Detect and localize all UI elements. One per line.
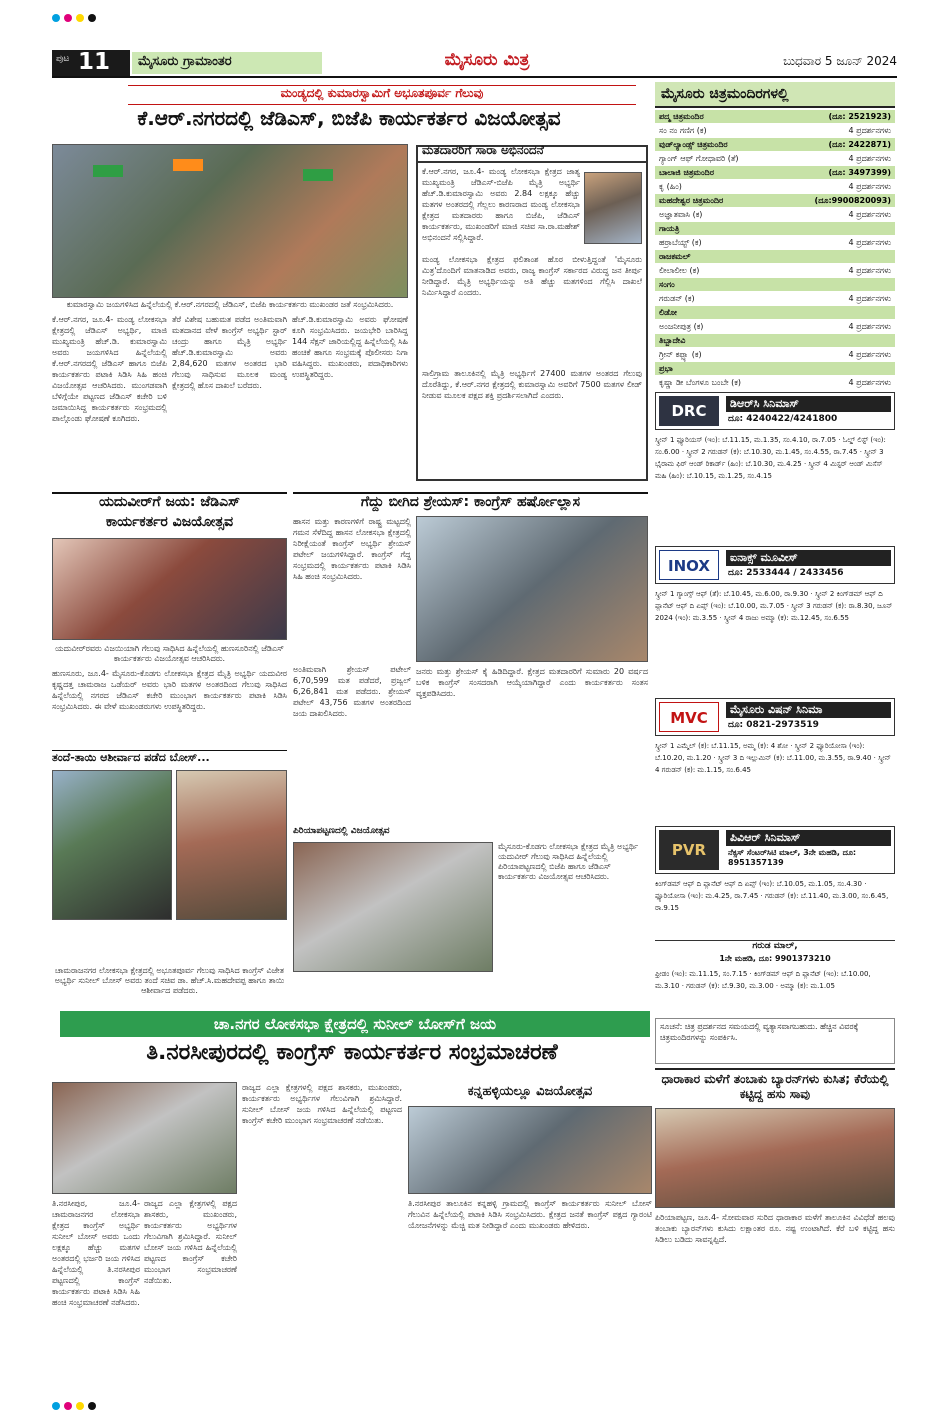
lead-body-col-2: ತೆರೆ ವಿಶೇಷ ಬಹುಮತ ಪಡೆದ ಅಂತಿಮವಾಗಿ ಮತದಾನದ ವೇಳೆ ಕಾಂಗ್ರೆಸ್ ಅಭ್ಯರ್ಥಿ ಸ್ಟಾರ್ ಚಂದ್ರು ಹಾಗೂ ಮೈತ್ರಿ ಅಭ್ಯರ್ಥಿ ಹೆಚ್.ಡಿ.ಕುಮಾರಸ್ವಾಮಿ ಅವರು 2,84,620 ಮತಗಳ ಅಂತರದ ಭಾರಿ ಗೆಲುವು ಸಾಧಿಸುವ ಮೂಲಕ ಮಂಡ್ಯ ಕ್ಷೇತ್ರದಲ್ಲಿ ಹೊಸ ದಾಖಲೆ ಬರೆದರು. (172, 315, 287, 390)
rain-photo (655, 1108, 895, 1208)
theatre-name: ಗಾಯತ್ರಿ (659, 224, 680, 233)
mvc-phone: ದೂ: 0821-2973519 (728, 720, 819, 730)
congress-headline: ಗೆದ್ದು ಬೀಗಿದ ಶ್ರೇಯಸ್: ಕಾಂಗ್ರೆಸ್ ಹರ್ಷೋಲ್ಲಾಸ (293, 492, 648, 512)
theatre-name: ಸಂಗಂ (659, 280, 675, 289)
flag-icon (303, 169, 333, 181)
congress-photo (416, 516, 648, 662)
movie-title: ಸಂ ನಂ ಗಣಿಗ (ಕ) (659, 126, 707, 135)
show-count: 4 ಪ್ರದರ್ಶನಗಳು (848, 378, 891, 387)
flag-icon (93, 165, 123, 177)
mvc-logo: MVC (659, 702, 719, 732)
show-count: 4 ಪ್ರದರ್ಶನಗಳು (848, 294, 891, 303)
show-count: 4 ಪ್ರದರ್ಶನಗಳು (848, 126, 891, 135)
drc-phone: ದೂ: 4240422/4241800 (728, 414, 838, 424)
masthead (52, 50, 897, 78)
pvr-banner (655, 826, 895, 874)
lead-kicker: ಮಂಡ್ಯದಲ್ಲಿ ಕುಮಾರಸ್ವಾಮಿಗೆ ಅಭೂತಪೂರ್ವ ಗೆಲುವು (128, 85, 636, 105)
page-number-tag (52, 50, 130, 76)
theatre-name: ಪದ್ಮ ಚಿತ್ರಮಂದಿರ (659, 112, 704, 121)
cinema-movie-row (655, 180, 895, 193)
pvr-logo: PVR (659, 830, 719, 870)
masthead-rule (52, 76, 897, 78)
voter-body-1: ಕೆ.ಆರ್.ನಗರ, ಜೂ.4- ಮಂಡ್ಯ ಲೋಕಸಭಾ ಕ್ಷೇತ್ರದ ಜಾತ್ಯ ಮುಖ್ಯಮಂತ್ರಿ ಜೆಡಿಎಸ್-ಬಿಜೆಪಿ ಮೈತ್ರಿ ಅಭ್ಯರ್ಥಿ ಹೆಚ್.ಡಿ.ಕುಮಾರಸ್ವಾಮಿ ಅವರು 2.84 ಲಕ್ಷಕ್ಕೂ ಹೆಚ್ಚು ಮತಗಳ ಅಂತರದಲ್ಲಿ ಗೆಲ್ಲಲು ಕಾರಣರಾದ ಮಂಡ್ಯ ಲೋಕಸಭಾ ಕ್ಷೇತ್ರದ ಮತದಾರರು ಹಾಗೂ ಬಿಜೆಪಿ, ಜೆಡಿಎಸ್ ಕಾರ್ಯಕರ್ತರು, ಮುಖಂಡರಿಗೆ ಮಾಜಿ ಸಚಿವ ಸಾ.ರಾ.ಮಹೇಶ್ ಅಭಿನಂದನೆ ಸಲ್ಲಿಸಿದ್ದಾರೆ. (422, 167, 580, 242)
yaduveer-body: ಹುಣಸೂರು, ಜೂ.4- ಮೈಸೂರು-ಕೊಡಗು ಲೋಕಸಭಾ ಕ್ಷೇತ್ರದ ಮೈತ್ರಿ ಅಭ್ಯರ್ಥಿ ಯದುವೀರ ಕೃಷ್ಣದತ್ತ ಚಾಮರಾಜ ಒಡೆಯರ್ ಅವರು ಭಾರಿ ಮತಗಳ ಅಂತರದಿಂದ ಗೆಲುವು ಸಾಧಿಸಿದ ಹಿನ್ನೆಲೆಯಲ್ಲಿ ನಗರದ ಜೆಡಿಎಸ್ ಕಚೇರಿ ಮುಂಭಾಗ ಕಾರ್ಯಕರ್ತರು ಪಟಾಕಿ ಸಿಡಿಸಿ ಸಂಭ್ರಮಿಸಿದರು. ಈ ವೇಳೆ ಮುಖಂಡರುಗಳು ಉಪಸ್ಥಿತರಿದ್ದರು. (52, 669, 287, 711)
cinema-movie-row (655, 376, 895, 389)
registration-mark-icon (88, 14, 96, 22)
mvc-name: ಮೈಸೂರು ವಿಷನ್ ಸಿನಿಮಾ (726, 702, 891, 718)
lead-body-col-3: ಹೆಚ್.ಡಿ.ಕುಮಾರಸ್ವಾಮಿ ಅವರು ಘೋಷಣೆ ಕೂಗಿ ಸಂಭ್ರಮಿಸಿದರು. ಜಯಭೇರಿ ಬಾರಿಸಿದ್ದ 144 ಸೆಕ್ಷನ್ ಜಾರಿಯಲ್ಲಿದ್ದ ಹಿನ್ನೆಲೆಯಲ್ಲಿ ಸಿಹಿ ಹಂಚಿಕೆ ಹಾಗೂ ಸಂಭ್ರಮಕ್ಕೆ ಪೊಲೀಸರು ನಿಗಾ ವಹಿಸಿದ್ದರು. ಮುಖಂಡರು, ಪದಾಧಿಕಾರಿಗಳು ಉಪಸ್ಥಿತರಿದ್ದರು. (292, 315, 408, 379)
movie-title: ಹರ್ರಾಬೆಯ್ಟ್ (ಕ) (659, 238, 702, 247)
show-count: 4 ಪ್ರದರ್ಶನಗಳು (848, 350, 891, 359)
registration-mark-icon (64, 1402, 72, 1410)
congress-body-col-2: ಅಂತಿಮವಾಗಿ ಶ್ರೇಯಸ್ ಪಟೇಲ್ 6,70,599 ಮತ ಪಡೆದರೆ, ಪ್ರಜ್ವಲ್ 6,26,841 ಮತ ಪಡೆದರು. ಶ್ರೇಯಸ್ ಪಟೇಲ್ 43,756 ಮತಗಳ ಅಂತರದಿಂದ ಜಯ ದಾಖಲಿಸಿದರು. (293, 665, 411, 718)
voter-thanks-rule (418, 161, 646, 163)
theatre-name: ಲಿಡೋ (659, 308, 677, 317)
portrait-photo (584, 172, 642, 244)
voter-body-2: ಮಂಡ್ಯ ಲೋಕಸಭಾ ಕ್ಷೇತ್ರದ ಫಲಿತಾಂಶ ಹೊರ ಬೀಳುತ್ತಿದ್ದಂತೆ 'ಮೈಸೂರು ಮಿತ್ರ'ದೊಂದಿಗೆ ಮಾತನಾಡಿದ ಅವರು, ರಾಜ್ಯ ಕಾಂಗ್ರೆಸ್ ಸರ್ಕಾರದ ವಿರುದ್ಧ ಜನ ತೀರ್ಪು ನೀಡಿದ್ದಾರೆ. ಮೈತ್ರಿ ಅಭ್ಯರ್ಥಿಯನ್ನು ಅತಿ ಹೆಚ್ಚು ಮತಗಳಿಂದ ಗೆಲ್ಲಿಸಿ ದಾಖಲೆ ನಿರ್ಮಿಸಿದ್ದಾರೆ ಎಂದರು. (422, 255, 642, 297)
chamarajanagar-banner: ಚಾ.ನಗರ ಲೋಕಸಭಾ ಕ್ಷೇತ್ರದಲ್ಲಿ ಸುನೀಲ್ ಬೋಸ್‌ಗೆ ಜಯ (60, 1011, 650, 1037)
theatre-phone: (ದೂ: 2422871) (828, 140, 891, 149)
inox-banner (655, 546, 895, 584)
cinema-movie-row (655, 152, 895, 165)
show-count: 4 ಪ್ರದರ್ಶನಗಳು (848, 154, 891, 163)
cinema-notice: ಸೂಚನೆ: ಚಿತ್ರ ಪ್ರದರ್ಶನದ ಸಮಯದಲ್ಲಿ ವ್ಯತ್ಯಾಸವಾಗಬಹುದು. ಹೆಚ್ಚಿನ ವಿವರಕ್ಕೆ ಚಿತ್ರಮಂದಿರಗಳನ್ನು ಸಂಪರ್ಕಿಸಿ. (655, 1018, 895, 1064)
lead-photo (52, 144, 408, 298)
registration-mark-icon (76, 1402, 84, 1410)
yaduveer-photo-caption: ಯದುವೀರ್‌ರವರು ವಿಜಯಿಯಾಗಿ ಗೆಲುವು ಸಾಧಿಸಿದ ಹಿನ್ನೆಲೆಯಲ್ಲಿ ಹುಣಸೂರಿನಲ್ಲಿ ಜೆಡಿಎಸ್ ಕಾರ್ಯಕರ್ತರು ವಿಜಯೋತ್ಸವ ಆಚರಿಸಿದರು. (55, 644, 284, 663)
movie-title: ಗ್ಯಾಂಗ್ ಆಫ್ ಗೋಧಾವರಿ (ತೆ) (659, 154, 739, 163)
narasipura-body-left: ತಿ.ನರಸೀಪುರ, ಜೂ.4- ಚಾಮರಾಜನಗರ ಲೋಕಸಭಾ ಕ್ಷೇತ್ರದ ಕಾಂಗ್ರೆಸ್ ಅಭ್ಯರ್ಥಿ ಸುನೀಲ್ ಬೋಸ್ ಅವರು ಒಂದು ಲಕ್ಷಕ್ಕೂ ಹೆಚ್ಚು ಮತಗಳ ಅಂತರದಲ್ಲಿ ಭರ್ಜರಿ ಜಯ ಗಳಿಸಿದ ಹಿನ್ನೆಲೆಯಲ್ಲಿ ತಿ.ನರಸೀಪುರ ಪಟ್ಟಣದಲ್ಲಿ ಕಾಂಗ್ರೆಸ್ ಕಾರ್ಯಕರ್ತರು ಪಟಾಕಿ ಸಿಡಿಸಿ ಸಿಹಿ ಹಂಚಿ ಸಂಭ್ರಮಾಚರಣೆ ನಡೆಸಿದರು. (52, 1199, 140, 1307)
narasipura-body-mid: ರಾಜ್ಯದ ಎಲ್ಲಾ ಕ್ಷೇತ್ರಗಳಲ್ಲಿ ಪಕ್ಷದ ಶಾಸಕರು, ಮುಖಂಡರು, ಕಾರ್ಯಕರ್ತರು ಅಭ್ಯರ್ಥಿಗಳ ಗೆಲುವಿಗಾಗಿ ಶ್ರಮಿಸಿದ್ದಾರೆ. ಸುನೀಲ್ ಬೋಸ್ ಜಯ ಗಳಿಸಿದ ಹಿನ್ನೆಲೆಯಲ್ಲಿ ಪಟ್ಟಣದ ಕಾಂಗ್ರೆಸ್ ಕಚೇರಿ ಮುಂಭಾಗ ಸಂಭ್ರಮಾಚರಣೆ ನಡೆಯಿತು. (242, 1083, 402, 1125)
page-number: 11 (78, 49, 111, 75)
rain-body: ಪಿರಿಯಾಪಟ್ಟಣ, ಜೂ.4- ಸೋಮವಾರ ಸುರಿದ ಧಾರಾಕಾರ ಮಳೆಗೆ ತಾಲೂಕಿನ ವಿವಿಧೆಡೆ ಹಲವು ತಂಬಾಕು ಬ್ಯಾರನ್‌ಗಳು ಕುಸಿದು ಲಕ್ಷಾಂತರ ರೂ. ನಷ್ಟ ಉಂಟಾಗಿದೆ. ಕೆರೆ ಬಳಿ ಕಟ್ಟಿದ್ದ ಹಸು ಸಿಡಿಲು ಬಡಿದು ಸಾವನ್ನಪ್ಪಿದೆ. (655, 1213, 895, 1244)
garuda-phone: 1ನೇ ಮಹಡಿ, ದೂ: 9901373210 (719, 954, 831, 963)
registration-mark-icon (64, 14, 72, 22)
periyapatna-caption-title: ಪಿರಿಯಾಪಟ್ಟಣದಲ್ಲಿ ವಿಜಯೋತ್ಸವ (293, 826, 390, 836)
cinema-movie-row (655, 292, 895, 305)
drc-banner (655, 392, 895, 430)
narasipura-body-left-2: ರಾಜ್ಯದ ಎಲ್ಲಾ ಕ್ಷೇತ್ರಗಳಲ್ಲಿ ಪಕ್ಷದ ಶಾಸಕರು, ಮುಖಂಡರು, ಕಾರ್ಯಕರ್ತರು ಅಭ್ಯರ್ಥಿಗಳ ಗೆಲುವಿಗಾಗಿ ಶ್ರಮಿಸಿದ್ದಾರೆ. ಸುನೀಲ್ ಬೋಸ್ ಜಯ ಗಳಿಸಿದ ಹಿನ್ನೆಲೆಯಲ್ಲಿ ಪಟ್ಟಣದ ಕಾಂಗ್ರೆಸ್ ಕಚೇರಿ ಮುಂಭಾಗ ಸಂಭ್ರಮಾಚರಣೆ ನಡೆಯಿತು. (144, 1199, 237, 1285)
movie-title: ಗರುಡನ್ (ಕ) (659, 294, 695, 303)
mvc-listing: ಸ್ಕ್ರೀನ್ 1 ಎಮ್ಮೆಲ್ (ಕ): ಬೆ.11.15, ಅಮ್ಮ (ಕ): 4 ಶೋ · ಸ್ಕ್ರೀನ್ 2 ಫ್ಯೂರಿಯೋಸಾ (ಇಂ): ಬೆ.10.20, ಮ.1.20 · ಸ್ಕ್ರೀನ್ 3 ದಿ ಇಲ್ಲುಮಿನ್ (ಕ): ಬೆ.11.00, ಮ.3.55, ರಾ.9.40 · ಸ್ಕ್ರೀನ್ 4 ಗರುಡನ್ (ಕ): ಮ.1.15, ಸಂ.6.45 (655, 742, 891, 774)
cinema-theatre-row (655, 166, 895, 179)
lead-photo-caption: ಕುಮಾರಸ್ವಾಮಿ ಜಯಗಳಿಸಿದ ಹಿನ್ನೆಲೆಯಲ್ಲಿ ಕೆ.ಆರ್.ನಗರದಲ್ಲಿ ಜೆಡಿಎಸ್, ಬಿಜೆಪಿ ಕಾರ್ಯಕರ್ತರು ಮುಖಂಡರ ಜತೆ ಸಂಭ್ರಮಿಸಿದರು. (66, 300, 394, 309)
inox-listing: ಸ್ಕ್ರೀನ್ 1 ಗ್ಯಾಂಗ್ಸ್ ಆಫ್ (ತೆ): ಬೆ.10.45, ಮ.6.00, ರಾ.9.30 · ಸ್ಕ್ರೀನ್ 2 ಕಿಂಗ್‌ಡಮ್ ಆಫ್ ದಿ ಪ್ಲಾನೆಟ್ ಆಫ್ ದಿ ಏಪ್ಸ್ (ಇಂ): ಬೆ.10.00, ಮ.7.05 · ಸ್ಕ್ರೀನ್ 3 ಗರುಡನ್ (ಕ): ರಾ.8.30, ಜೂನ್ 2024 (ಇಂ): ಮ.3.55 · ಸ್ಕ್ರೀನ್ 4 ರಾಜು ಅಮ್ಮಾ (ಕ): ಮ.12.45, ಸಂ.6.55 (655, 590, 893, 622)
theatre-name: ರಾಜಕಮಲ್ (659, 252, 691, 261)
movie-title: ಗ್ರೀನ್ ಕಪ್ಪ್ಯಾ (ಕ) (659, 350, 702, 359)
movie-title: ಕೃಷ್ಣಾ ಡೀ ಬೆಂಗಳೂ ಬಂಬೇ (ಕ) (659, 378, 741, 387)
movie-title: ಅಂಜನೀಪುತ್ರ (ಕ) (659, 322, 704, 331)
kannahalli-body: ತಿ.ನರಸೀಪುರ ತಾಲೂಕಿನ ಕನ್ನಹಳ್ಳಿ ಗ್ರಾಮದಲ್ಲಿ ಕಾಂಗ್ರೆಸ್ ಕಾರ್ಯಕರ್ತರು ಸುನೀಲ್ ಬೋಸ್ ಗೆಲುವಿನ ಹಿನ್ನೆಲೆಯಲ್ಲಿ ಪಟಾಕಿ ಸಿಡಿಸಿ ಸಂಭ್ರಮಿಸಿದರು. ಕ್ಷೇತ್ರದ ಜನತೆ ಕಾಂಗ್ರೆಸ್ ಪಕ್ಷದ ಗ್ಯಾರಂಟಿ ಯೋಜನೆಗಳನ್ನು ಮೆಚ್ಚಿ ಮತ ನೀಡಿದ್ದಾರೆ ಎಂದು ಮುಖಂಡರು ಹೇಳಿದರು. (408, 1199, 652, 1230)
cinema-theatre-row (655, 138, 895, 151)
cinema-theatre-row (655, 334, 895, 347)
theatre-name: ವುಡ್‌ಲ್ಯಾಂಡ್ಸ್ ಚಿತ್ರಮಂದಿರ (659, 140, 728, 149)
cinema-movie-row (655, 320, 895, 333)
inox-phone: ದೂ: 2533444 / 2433456 (728, 568, 844, 578)
yaduveer-headline-2: ಕಾರ್ಯಕರ್ತರ ವಿಜಯೋತ್ಸವ (105, 514, 234, 530)
yaduveer-headline-1: ಯದುವೀರ್‌ಗೆ ಜಯ: ಜೆಡಿಎಸ್ (52, 492, 287, 512)
cinema-theatre-row (655, 306, 895, 319)
congress-body-col-3: ಜನರು ಮತ್ತು ಶ್ರೇಯಸ್ ಕೈ ಹಿಡಿದಿದ್ದಾರೆ. ಕ್ಷೇತ್ರದ ಮತದಾರರಿಗೆ ಸುಮಾರು 20 ವರ್ಷದ ಬಳಿಕ ಕಾಂಗ್ರೆಸ್ ಸಂಸದರಾಗಿ ಆಯ್ಕೆಯಾಗಿದ್ದಾರೆ ಎಂದು ಕಾರ್ಯಕರ್ತರು ಸಂತಸ ವ್ಯಕ್ತಪಡಿಸಿದರು. (416, 667, 648, 698)
cinema-movie-row (655, 264, 895, 277)
show-count: 4 ಪ್ರದರ್ಶನಗಳು (848, 210, 891, 219)
theatre-name: ಬಾಲಾಜಿ ಚಿತ್ರಮಂದಿರ (659, 168, 714, 177)
cinema-movie-row (655, 236, 895, 249)
pvr-listing: ಕಿಂಗ್‌ಡಮ್ ಆಫ್ ದಿ ಪ್ಲಾನೆಟ್ ಆಫ್ ದಿ ಏಪ್ಸ್ (ಇಂ): ಬೆ.10.05, ಮ.1.05, ಸಂ.4.30 · ಫ್ಯೂರಿಯೋಸಾ (ಇಂ): ಮ.4.25, ರಾ.7.45 · ಗರುಡನ್ (ಕ): ಬೆ.11.40, ಮ.3.00, ಸಂ.6.45, ರಾ.9.15 (655, 880, 889, 912)
drc-logo: DRC (659, 396, 719, 426)
cinema-movie-row (655, 348, 895, 361)
theatre-name: ಪ್ರಭಾ (659, 364, 673, 373)
registration-mark-icon (52, 14, 60, 22)
registration-mark-icon (76, 14, 84, 22)
parents-photo-right (176, 770, 287, 920)
inox-logo: INOX (659, 550, 719, 580)
movie-title: ಕೃ (ಹಿಂ) (659, 182, 682, 191)
flag-icon (173, 159, 203, 171)
voter-thanks-title: ಮತದಾರರಿಗೆ ಸಾರಾ ಅಭಿನಂದನೆ (422, 143, 544, 157)
parents-box-title: ತಂದೆ-ತಾಯಿ ಆಶೀರ್ವಾದ ಪಡೆದ ಬೋಸ್... (52, 750, 287, 768)
voter-body-3: ಸಾಲಿಗ್ರಾಮ ತಾಲೂಕಿನಲ್ಲಿ ಮೈತ್ರಿ ಅಭ್ಯರ್ಥಿಗೆ 27400 ಮತಗಳ ಅಂತರದ ಗೆಲುವು ದೊರೆತಿದ್ದು, ಕೆ.ಆರ್.ನಗರ ಕ್ಷೇತ್ರದಲ್ಲಿ ಕುಮಾರಸ್ವಾಮಿ ಅವರಿಗೆ 7500 ಮತಗಳ ಲೀಡ್ ನೀಡುವ ಮೂಲಕ ಪಕ್ಷದ ಶಕ್ತಿ ಪ್ರದರ್ಶಿಸಲಾಗಿದೆ ಎಂದರು. (422, 369, 642, 400)
registration-mark-icon (88, 1402, 96, 1410)
garuda-listing: ಫ್ರೀಡಂ (ಇಂ): ಮ.11.15, ಸಂ.7.15 · ಕಿಂಗ್‌ಡಮ್ ಆಫ್ ದಿ ಪ್ಲಾನೆಟ್ (ಇಂ): ಬೆ.10.00, ಮ.3.10 · ಗರುಡನ್ (ಕ): ಬೆ.9.30, ಮ.3.00 · ಅಮ್ಮಾ (ಕ): ಮ.1.05 (655, 970, 871, 990)
cinema-theatre-row (655, 278, 895, 291)
edition-date: ಬುಧವಾರ 5 ಜೂನ್ 2024 (783, 54, 897, 68)
periyapatna-caption: ಮೈಸೂರು-ಕೊಡಗು ಲೋಕಸಭಾ ಕ್ಷೇತ್ರದ ಮೈತ್ರಿ ಅಭ್ಯರ್ಥಿ ಯದುವೀರ್ ಗೆಲುವು ಸಾಧಿಸಿದ ಹಿನ್ನೆಲೆಯಲ್ಲಿ ಪಿರಿಯಾಪಟ್ಟಣದಲ್ಲಿ ಬಿಜೆಪಿ ಹಾಗೂ ಜೆಡಿಎಸ್ ಕಾರ್ಯಕರ್ತರು ವಿಜಯೋತ್ಸವ ಆಚರಿಸಿದರು. (498, 842, 639, 881)
parents-photo-caption: ಚಾಮರಾಜನಗರ ಲೋಕಸಭಾ ಕ್ಷೇತ್ರದಲ್ಲಿ ಅಭೂತಪೂರ್ವ ಗೆಲುವು ಸಾಧಿಸಿದ ಕಾಂಗ್ರೆಸ್ ವಿಜೇತ ಅಭ್ಯರ್ಥಿ ಸುನೀಲ್ ಬೋಸ್ ಅವರು ತಂದೆ ಸಚಿವ ಡಾ. ಹೆಚ್.ಸಿ.ಮಹದೇವಪ್ಪ ಹಾಗೂ ತಾಯಿ ಆಶೀರ್ವಾದ ಪಡೆದರು. (54, 966, 285, 995)
newspaper-logo: ಮೈಸೂರು ಮಿತ್ರ (444, 50, 530, 70)
theatre-phone: (ದೂ: 3497399) (828, 168, 891, 177)
theatre-name: ತಿಬ್ಬಾದೇವಿ (659, 336, 686, 345)
show-count: 4 ಪ್ರದರ್ಶನಗಳು (848, 238, 891, 247)
congress-body-col-1: ಹಾಸನ ಮತ್ತು ಕಾರಣಗಳಿಗೆ ರಾಷ್ಟ್ರ ಮಟ್ಟದಲ್ಲಿ ಗಮನ ಸೆಳೆದಿದ್ದ ಹಾಸನ ಲೋಕಸಭಾ ಕ್ಷೇತ್ರದಲ್ಲಿ ನಿರೀಕ್ಷೆಯಂತೆ ಕಾಂಗ್ರೆಸ್ ಅಭ್ಯರ್ಥಿ ಶ್ರೇಯಸ್ ಪಟೇಲ್ ಜಯಗಳಿಸಿದ್ದಾರೆ. ಕಾಂಗ್ರೆಸ್ ಗೆದ್ದ ಸಂಭ್ರಮದಲ್ಲಿ ಕಾರ್ಯಕರ್ತರು ಪಟಾಕಿ ಸಿಡಿಸಿ ಸಿಹಿ ಹಂಚಿ ಸಂಭ್ರಮಿಸಿದರು. (293, 517, 411, 581)
section-name: ಮೈಸೂರು ಗ್ರಾಮಾಂತರ (132, 52, 322, 74)
yaduveer-photo (52, 538, 287, 640)
kannahalli-photo (408, 1106, 652, 1194)
show-count: 4 ಪ್ರದರ್ಶನಗಳು (848, 266, 891, 275)
drc-name: ಡಿಆರ್‌ಸಿ ಸಿನಿಮಾಸ್ (726, 396, 891, 412)
inox-name: ಐನಾಕ್ಸ್ ಮೂವೀಸ್ (726, 550, 891, 566)
rain-headline: ಧಾರಾಕಾರ ಮಳೆಗೆ ತಂಬಾಕು ಬ್ಯಾರನ್‌ಗಳು ಕುಸಿತ; ಕೆರೆಯಲ್ಲಿ ಕಟ್ಟಿದ್ದ ಹಸು ಸಾವು (655, 1068, 895, 1104)
cinema-theatre-row (655, 222, 895, 235)
cinema-theatre-row (655, 250, 895, 263)
show-count: 4 ಪ್ರದರ್ಶನಗಳು (848, 322, 891, 331)
garuda-name: ಗರುಡ ಮಾಲ್, (655, 940, 895, 954)
theatre-phone: (ದೂ:9900820093) (814, 196, 891, 205)
theatre-name: ಮಹದೇಶ್ವರ ಚಿತ್ರಮಂದಿರ (659, 196, 724, 205)
periyapatna-photo (293, 842, 493, 972)
cinema-theatre-row (655, 362, 895, 375)
drc-listing: ಸ್ಕ್ರೀನ್ 1 ಫ್ಯೂರಿಯಸ್ (ಇಂ): ಬೆ.11.15, ಮ.1.35, ಸಂ.4.10, ರಾ.7.05 · ಓಲ್ಡ್ ಲಿಸ್ಟ್ (ಇಂ): ಸಂ.6.00 · ಸ್ಕ್ರೀನ್ 2 ಗರುಡನ್ (ಕ): ಬೆ.10.30, ಮ.1.45, ಸಂ.4.55, ರಾ.7.45 · ಸ್ಕ್ರೀನ್ 3 ಭೈರಾಮ ಫಿರ್ ಆಂಡ್ ರಿಕಾರ್ಡ್ (ಹಿಂ): ಬೆ.10.30, ಮ.4.25 · ಸ್ಕ್ರೀನ್ 4 ಮಿಸ್ಟರ್ ಆಂಡ್ ಮಿಸೆಸ್ ಮಹಿ (ಹಿಂ): ಬೆ.10.15, ಮ.1.25, ಸಂ.4.15 (655, 436, 886, 480)
page-label: ಪುಟ (56, 54, 70, 64)
registration-mark-icon (52, 1402, 60, 1410)
pvr-name: ಪಿವಿಆರ್ ಸಿನಿಮಾಸ್ (726, 830, 891, 846)
narasipura-photo (52, 1082, 237, 1194)
movie-title: ಅಜ್ಞಾತವಾಸಿ (ಕ) (659, 210, 703, 219)
kannahalli-title: ಕನ್ನಹಳ್ಳಿಯಲ್ಲೂ ವಿಜಯೋತ್ಸವ (467, 1084, 593, 1099)
theatre-phone: (ದೂ: 2521923) (828, 112, 891, 121)
cinema-theatre-row (655, 194, 895, 207)
movie-title: ಲೀಲಾಲೀಲ (ಕ) (659, 266, 700, 275)
mvc-banner (655, 698, 895, 736)
cinema-movie-row (655, 208, 895, 221)
lead-body-col-1: ಕೆ.ಆರ್.ನಗರ, ಜೂ.4- ಮಂಡ್ಯ ಲೋಕಸಭಾ ಕ್ಷೇತ್ರದಲ್ಲಿ ಜೆಡಿಎಸ್ ಅಭ್ಯರ್ಥಿ, ಮಾಜಿ ಮುಖ್ಯಮಂತ್ರಿ ಹೆಚ್.ಡಿ. ಕುಮಾರಸ್ವಾಮಿ ಅವರು ಜಯಗಳಿಸಿದ ಹಿನ್ನೆಲೆಯಲ್ಲಿ ಕೆ.ಆರ್.ನಗರದಲ್ಲಿ ಜೆಡಿಎಸ್ ಹಾಗೂ ಬಿಜೆಪಿ ಕಾರ್ಯಕರ್ತರು ಪಟಾಕಿ ಸಿಡಿಸಿ ಸಿಹಿ ಹಂಚಿ ವಿಜಯೋತ್ಸವ ಆಚರಿಸಿದರು. ಮುಂಗಡವಾಗಿ ಬೆಳಿಗ್ಗೆಯೇ ಪಟ್ಟಣದ ಜೆಡಿಎಸ್ ಕಚೇರಿ ಬಳಿ ಜಮಾಯಿಸಿದ್ದ ಕಾರ್ಯಕರ್ತರು ಸಂಭ್ರಮದಲ್ಲಿ ಪಾಲ್ಗೊಂಡು ಘೋಷಣೆ ಕೂಗಿದರು. (52, 315, 167, 423)
show-count: 4 ಪ್ರದರ್ಶನಗಳು (848, 182, 891, 191)
parents-photo-left (52, 770, 172, 920)
pvr-phone: ನೆಕ್ಸಸ್ ಸೆಂಟರ್‌ಸಿಟಿ ಮಾಲ್, 3ನೇ ಮಹಡಿ, ದೂ: 8951357139 (728, 848, 857, 867)
cinema-listings-title: ಮೈಸೂರು ಚಿತ್ರಮಂದಿರಗಳಲ್ಲಿ (655, 82, 895, 108)
narasipura-headline: ತಿ.ನರಸೀಪುರದಲ್ಲಿ ಕಾಂಗ್ರೆಸ್ ಕಾರ್ಯಕರ್ತರ ಸಂಭ್ರಮಾಚರಣೆ (146, 1040, 558, 1065)
cinema-movie-row (655, 124, 895, 137)
lead-headline: ಕೆ.ಆರ್.ನಗರದಲ್ಲಿ ಜೆಡಿಎಸ್, ಬಿಜೆಪಿ ಕಾರ್ಯಕರ್ತರ ವಿಜಯೋತ್ಸವ (137, 106, 561, 130)
cinema-theatre-row (655, 110, 895, 123)
